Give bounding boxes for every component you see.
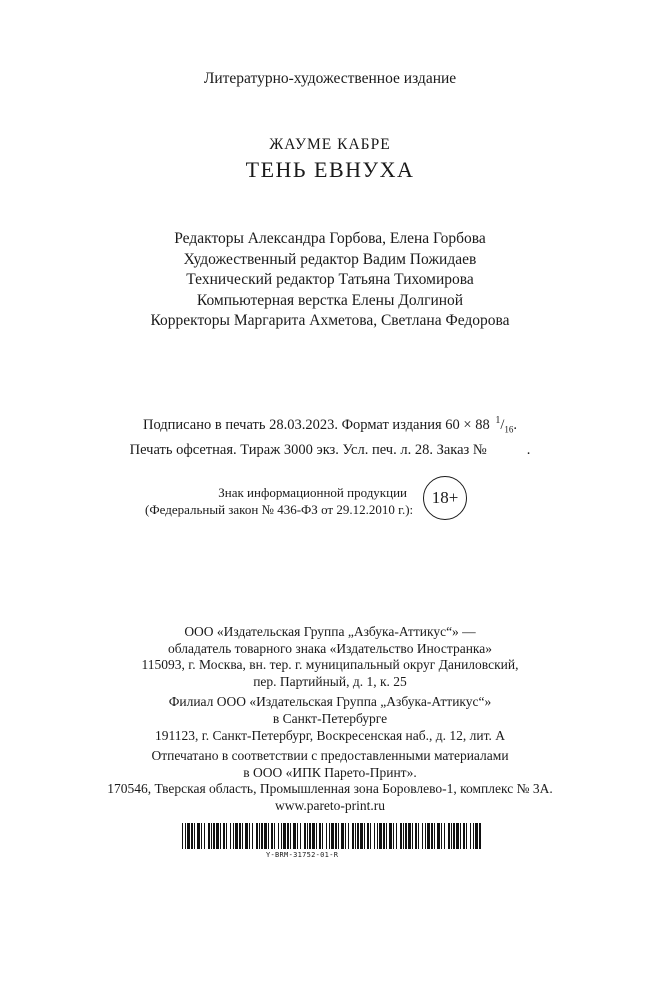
publisher-group-branch bbox=[0, 694, 660, 744]
format-numerator: 1 bbox=[495, 415, 501, 426]
print-info-line-2 bbox=[0, 440, 660, 460]
printer-website: www.pareto-print.ru bbox=[274, 797, 386, 813]
barcode-label: Y-BRM-31752-01-R bbox=[266, 851, 339, 859]
publisher-line: 115093, г. Москва, вн. тер. г. муниципальный округ Даниловский, bbox=[141, 657, 519, 673]
publisher-line: обладатель товарного знака «Издательство Иностранка» bbox=[167, 640, 493, 656]
publisher-line: Отпечатано в соответствии с предоставленными материалами bbox=[151, 748, 509, 764]
publisher-line: ООО «Издательская Группа „Азбука-Аттикус“» — bbox=[184, 624, 476, 639]
credit-line: Редакторы Александра Горбова, Елена Горбова bbox=[174, 230, 486, 247]
format-denominator: 16 bbox=[504, 424, 514, 435]
book-title: ТЕНЬ ЕВНУХА bbox=[245, 157, 415, 182]
age-rating-badge bbox=[423, 476, 467, 520]
credit-line: Корректоры Маргарита Ахметова, Светлана Федорова bbox=[150, 312, 510, 329]
print-run-text: Печать офсетная. Тираж 3000 экз. Усл. печ. л. 28. Заказ № bbox=[129, 441, 487, 458]
info-label-line-2: (Федеральный закон № 436-ФЗ от 29.12.2010 г.): bbox=[145, 502, 414, 517]
barcode-image bbox=[182, 823, 482, 849]
publisher-line: 170546, Тверская область, Промышленная зона Боровлево-1, комплекс № 3А. bbox=[107, 781, 553, 797]
print-info bbox=[0, 411, 660, 460]
print-info-line-1: Подписано в печать 28.03.2023. Формат издания 60 × 88 $^1/_{16}$. bbox=[142, 415, 517, 435]
age-rating-value: 18+ bbox=[431, 488, 459, 507]
publisher-line: в Санкт-Петербурге bbox=[272, 710, 388, 726]
line1-suffix: . bbox=[513, 416, 517, 433]
credits-block bbox=[0, 229, 660, 332]
publisher-group-main bbox=[0, 624, 660, 690]
info-label-line-1: Знак информационной продукции bbox=[218, 485, 407, 500]
print-format-text: Подписано в печать 28.03.2023. Формат издания 60 × 88 bbox=[142, 416, 490, 433]
publisher-line: в ООО «ИПК Парето-Принт». bbox=[243, 764, 417, 780]
publisher-line: Филиал ООО «Издательская Группа „Азбука-Аттикус“» bbox=[168, 694, 492, 710]
credit-line: Компьютерная верстка Елены Долгиной bbox=[196, 291, 464, 309]
line2-suffix: . bbox=[526, 441, 531, 458]
credit-line: Технический редактор Татьяна Тихомирова bbox=[186, 271, 474, 288]
publisher-line: пер. Партийный, д. 1, к. 25 bbox=[253, 673, 407, 689]
credit-line: Художественный редактор Вадим Пожидаев bbox=[183, 250, 477, 268]
info-product-label bbox=[145, 484, 414, 518]
publisher-line: 191123, г. Санкт-Петербург, Воскресенская наб., д. 12, лит. А bbox=[155, 727, 505, 743]
edition-type: Литературно-художественное издание bbox=[203, 70, 457, 87]
publisher-block bbox=[0, 624, 660, 819]
publisher-group-printer bbox=[0, 748, 660, 814]
author-name: ЖАУМЕ КАБРЕ bbox=[269, 136, 391, 153]
